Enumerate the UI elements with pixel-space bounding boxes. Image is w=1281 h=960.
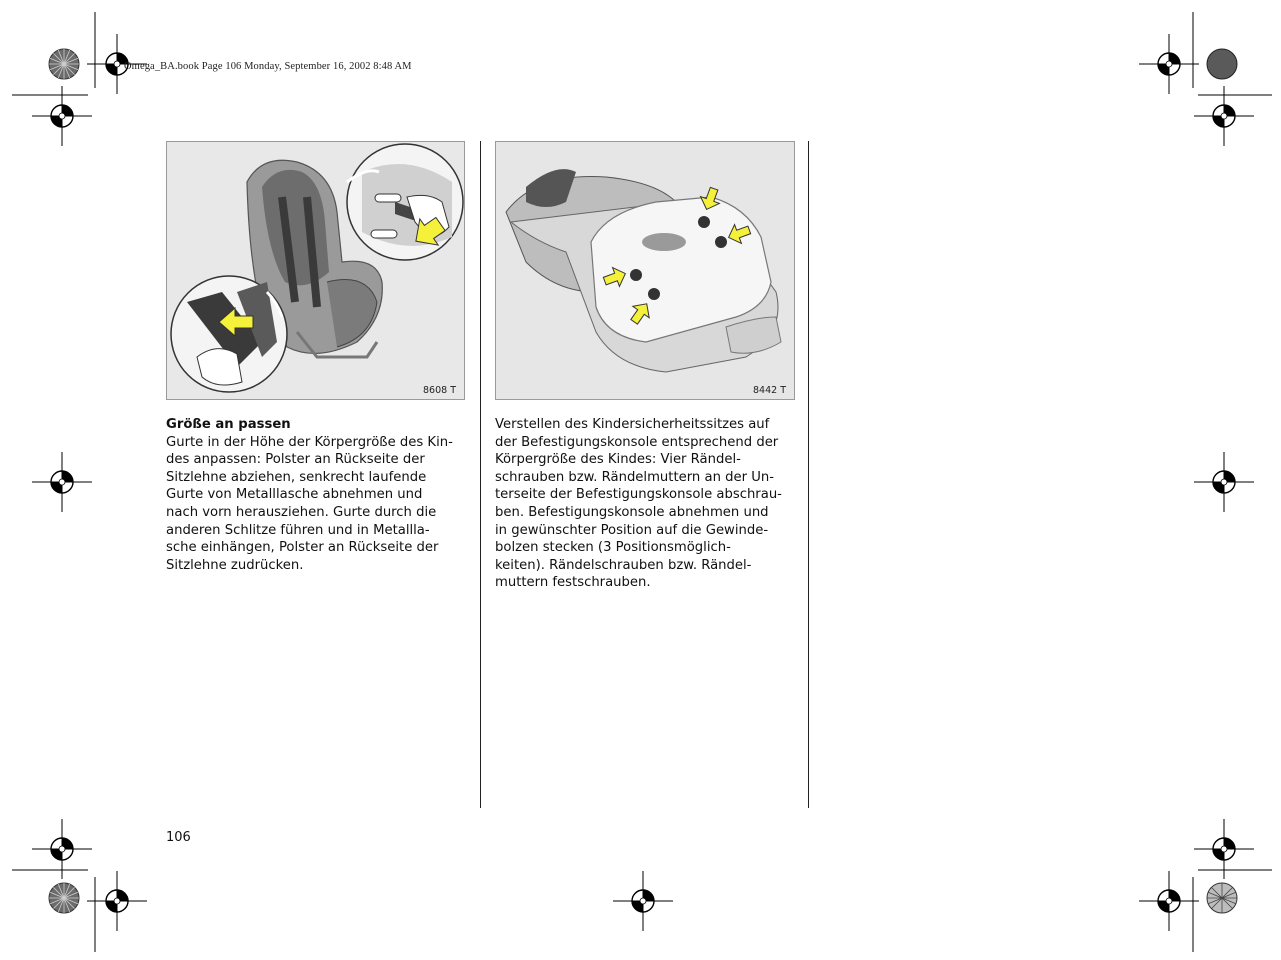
left-column-text: [166, 416, 466, 574]
registration-dial-icon: [1207, 883, 1237, 913]
text-line: Verstellen des Kindersicherheitssitzes auf: [495, 417, 770, 432]
text-line: des anpassen: Polster an Rückseite der: [166, 452, 425, 468]
text-line: Gurte von Metalllasche abnehmen und: [166, 487, 423, 503]
registration-dial-icon: [49, 883, 79, 913]
figure-mounting-console: [495, 141, 795, 400]
text-line: ben. Befestigungskonsole abnehmen und: [495, 504, 769, 520]
text-line: Sitzlehne zudrücken.: [166, 557, 304, 573]
console-illustration: [496, 142, 794, 399]
seat-belt-illustration: [167, 142, 464, 399]
column-divider: [808, 141, 809, 808]
text-line: schrauben bzw. Rändelmuttern an der Un-: [495, 469, 774, 485]
text-line: keiten). Rändelschrauben bzw. Rändel-: [495, 557, 752, 573]
page-number: 106: [166, 830, 191, 845]
text-line: in gewünschter Position auf die Gewinde-: [495, 522, 769, 538]
text-line: Sitzlehne abziehen, senkrecht laufende: [166, 469, 427, 485]
section-heading: Größe an passen: [166, 417, 291, 432]
figure-seat-belt-height: [166, 141, 465, 400]
text-line: sche einhängen, Polster an Rückseite der: [166, 540, 439, 556]
registration-dial-icon: [49, 49, 79, 79]
text-line: anderen Schlitze führen und in Metallla-: [166, 522, 430, 538]
figure-code: 8608 T: [423, 385, 456, 396]
right-column-text: [495, 416, 800, 592]
text-line: nach vorn herausziehen. Gurte durch die: [166, 504, 437, 520]
text-line: muttern festschrauben.: [495, 575, 651, 591]
text-line: terseite der Befestigungskonsole abschrau-: [495, 487, 782, 503]
print-header: Omega_BA.book Page 106 Monday, September 16, 2002 8:48 AM: [124, 61, 412, 72]
text-line: Körpergröße des Kindes: Vier Rändel-: [495, 452, 741, 468]
text-line: der Befestigungskonsole entsprechend der: [495, 434, 779, 450]
registration-dial-icon: [1207, 49, 1237, 79]
column-divider: [480, 141, 481, 808]
figure-code: 8442 T: [753, 385, 786, 396]
text-line: Gurte in der Höhe der Körpergröße des Kin-: [166, 434, 453, 450]
text-line: bolzen stecken (3 Positionsmöglich-: [495, 540, 731, 556]
